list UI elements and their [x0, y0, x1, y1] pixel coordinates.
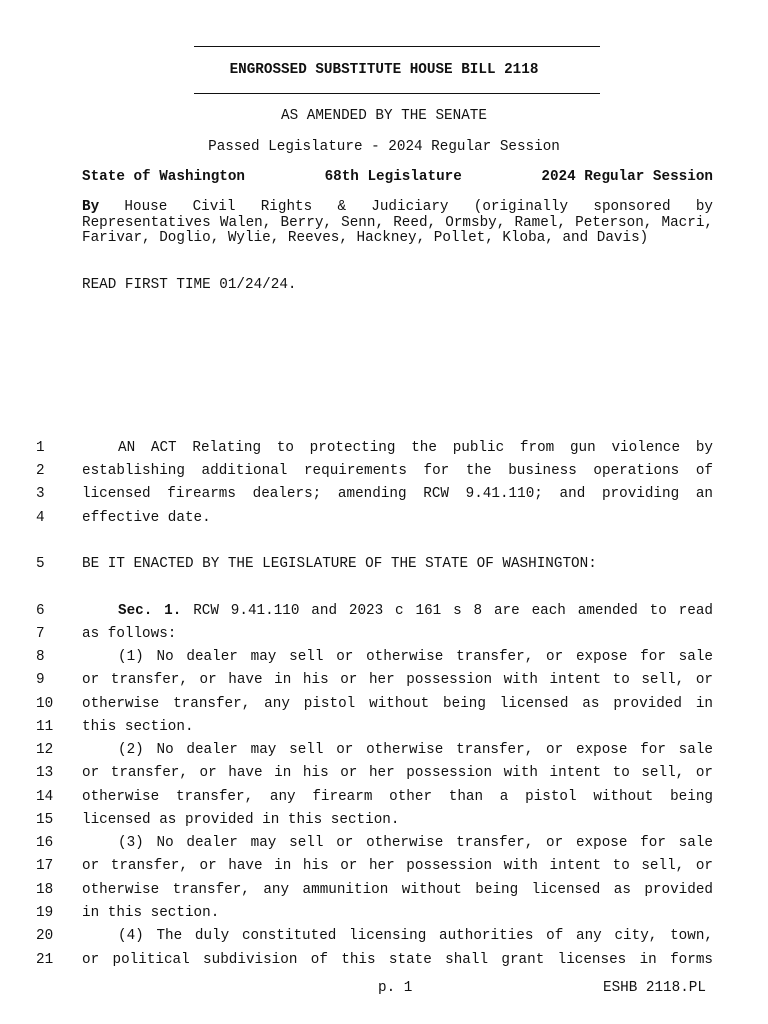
body-line: otherwise transfer, any firearm other than a pistol without being: [82, 789, 713, 805]
state-name: State of Washington: [82, 169, 246, 185]
line-number: 15: [36, 812, 54, 828]
body-line: (2) No dealer may sell or otherwise transfer, or expose for sale: [118, 742, 713, 758]
line-number: 12: [36, 742, 54, 758]
line-number: 8: [36, 649, 45, 665]
line-number: 6: [36, 603, 45, 619]
line-number: 2: [36, 463, 45, 479]
sponsors-block: [82, 200, 713, 247]
body-line: (3) No dealer may sell or otherwise transfer, or expose for sale: [118, 835, 713, 851]
body-line: establishing additional requirements for the business operations of: [82, 463, 713, 479]
title-rule: [194, 93, 600, 94]
read-first-time: READ FIRST TIME 01/24/24.: [82, 277, 297, 293]
legislature-meta-row: [82, 169, 713, 185]
body-line: effective date.: [82, 510, 211, 526]
section-heading-line: [82, 603, 713, 619]
line-number: 11: [36, 719, 54, 735]
line-number: 21: [36, 952, 54, 968]
line-number: 14: [36, 789, 54, 805]
body-line: AN ACT Relating to protecting the public from gun violence by: [118, 440, 713, 456]
line-number: 16: [36, 835, 54, 851]
amended-line: AS AMENDED BY THE SENATE: [281, 108, 487, 124]
line-number: 17: [36, 858, 54, 874]
by-label: By: [82, 199, 100, 215]
legislature-number: 68th Legislature: [324, 169, 462, 185]
body-line: this section.: [82, 719, 194, 735]
session-name: 2024 Regular Session: [541, 169, 713, 185]
line-number: 5: [36, 556, 45, 572]
line-number: 20: [36, 928, 54, 944]
body-line: licensed as provided in this section.: [82, 812, 400, 828]
body-line: licensed firearms dealers; amending RCW 9.41.110; and providing an: [82, 486, 713, 502]
line-number: 13: [36, 765, 54, 781]
sponsors-text: House Civil Rights & Judiciary (originally sponsored by Representatives Walen, Berry, Senn, Reed, Ormsby, Ramel, Peterson, Macri, Farivar, Doglio, Wylie, Reeves, Hackney, Pollet, Kloba, and Davis): [82, 199, 713, 246]
line-number: 19: [36, 905, 54, 921]
line-number: 10: [36, 696, 54, 712]
body-line: (4) The duly constituted licensing authorities of any city, town,: [118, 928, 713, 944]
body-line: otherwise transfer, any pistol without being licensed as provided in: [82, 696, 713, 712]
body-line: otherwise transfer, any ammunition without being licensed as provided: [82, 882, 713, 898]
document-id: ESHB 2118.PL: [603, 980, 706, 996]
body-line: or political subdivision of this state shall grant licenses in forms: [82, 952, 713, 968]
body-line: or transfer, or have in his or her possession with intent to sell, or: [82, 765, 713, 781]
page-number: p. 1: [378, 980, 413, 996]
line-number: 9: [36, 672, 45, 688]
body-line: or transfer, or have in his or her possession with intent to sell, or: [82, 672, 713, 688]
bill-title: ENGROSSED SUBSTITUTE HOUSE BILL 2118: [229, 62, 539, 78]
body-line: or transfer, or have in his or her possession with intent to sell, or: [82, 858, 713, 874]
line-number: 3: [36, 486, 45, 502]
section-number: Sec. 1.: [118, 603, 182, 619]
top-rule: [194, 46, 600, 47]
line-number: 18: [36, 882, 54, 898]
section-text: RCW 9.41.110 and 2023 c 161 s 8 are each amended to read: [181, 603, 713, 619]
body-line: in this section.: [82, 905, 220, 921]
line-number: 1: [36, 440, 45, 456]
passed-line: Passed Legislature - 2024 Regular Session: [208, 139, 560, 155]
line-number: 4: [36, 510, 45, 526]
body-line: (1) No dealer may sell or otherwise transfer, or expose for sale: [118, 649, 713, 665]
enacting-clause: BE IT ENACTED BY THE LEGISLATURE OF THE STATE OF WASHINGTON:: [82, 556, 597, 572]
line-number: 7: [36, 626, 45, 642]
body-line: as follows:: [82, 626, 177, 642]
